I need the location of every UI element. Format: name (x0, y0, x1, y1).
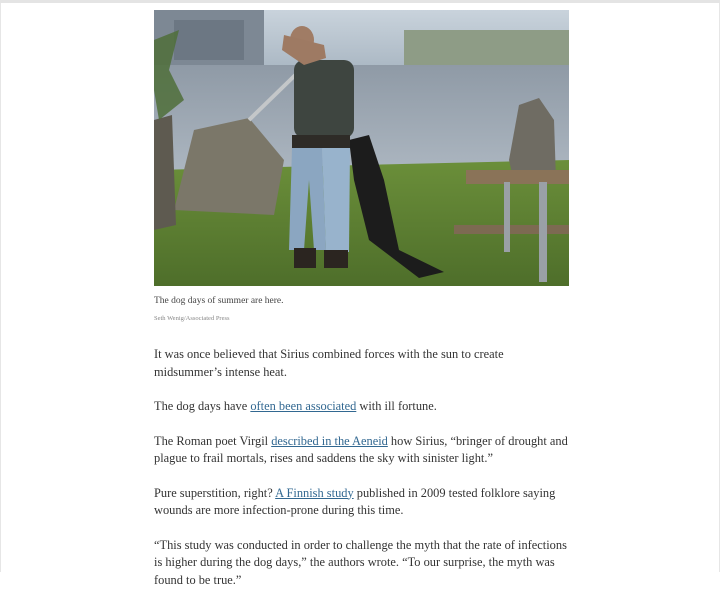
paragraph-3 (154, 433, 569, 468)
paragraph-4-text-after: published in 2009 tested folklore saying wounds are more infection-prone during this time. (154, 485, 556, 517)
paragraph-3-text-after: how Sirius, “bringer of drought and plague to frail mortals, rises and saddens the sky with sinister light.” (154, 433, 568, 465)
paragraph-4-text-before: Pure superstition, right? (154, 485, 276, 500)
paragraph-2-text-before: The dog days have (154, 399, 251, 413)
paragraph-2 (154, 398, 569, 416)
paragraph-2-text-after: with ill fortune. (356, 399, 437, 413)
photo-illustration (154, 10, 569, 286)
paragraph-5: “This study was conducted in order to challenge the myth that the rate of infections is higher during the dog days,” the authors wrote. “To our surprise, the myth was found to be true.” (154, 537, 567, 587)
page-frame (0, 3, 720, 587)
link-often-been-associated[interactable]: often been associated (250, 399, 357, 413)
link-described-in-aeneid[interactable]: described in the Aeneid (271, 433, 388, 448)
photo-caption: The dog days of summer are here. (154, 296, 284, 306)
paragraph-1: It was once believed that Sirius combined forces with the sun to create midsummer’s intense heat. (154, 347, 504, 379)
photo-credit: Seth Wenig/Associated Press (154, 315, 230, 322)
paragraph-3-text-before: The Roman poet Virgil (154, 433, 272, 448)
link-finnish-study[interactable]: A Finnish study (275, 485, 354, 500)
paragraph-4 (154, 485, 569, 520)
article-body (154, 346, 569, 589)
article-photo[interactable] (154, 10, 569, 286)
article (154, 10, 569, 606)
